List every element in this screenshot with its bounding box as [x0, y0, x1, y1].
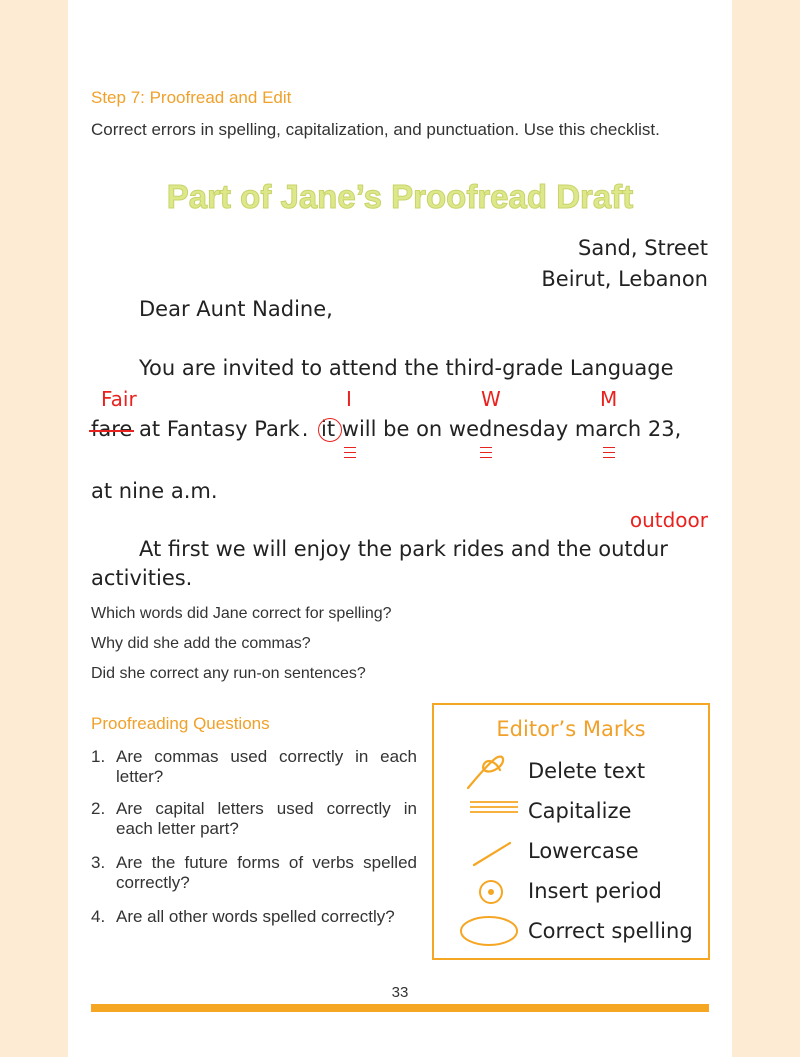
proofreading-item: 4. Are all other words spelled correctly?	[91, 907, 395, 926]
mark-label-capitalize: Capitalize	[528, 799, 632, 823]
paragraph-1-line-3: at nine a.m.	[91, 479, 218, 503]
capitalize-mark-i	[344, 447, 356, 458]
inserted-period: .	[301, 417, 309, 441]
paragraph-2-line-2: activities.	[91, 566, 193, 590]
proofreading-item: 3. Are the future forms of verbs spelled correctly?	[91, 853, 417, 892]
correct-spelling-icon	[458, 913, 520, 949]
lowercase-mark-icon	[470, 839, 514, 869]
insert-period-icon	[476, 877, 506, 907]
question-2: Why did she add the commas?	[91, 635, 311, 652]
mark-label-delete-text: Delete text	[528, 759, 646, 783]
draft-title: Part of Jane’s Proofread Draft	[166, 178, 634, 215]
capitalize-mark-m	[603, 447, 615, 458]
mark-label-correct-spelling: Correct spelling	[528, 919, 693, 943]
page-number: 33	[391, 984, 409, 1001]
question-1: Which words did Jane correct for spelling?	[91, 605, 392, 622]
mark-label-insert-period: Insert period	[528, 879, 662, 903]
correction-capital-w: W	[481, 387, 501, 411]
paragraph-2-line-1: At first we will enjoy the park rides and the outdur	[139, 537, 668, 561]
editors-marks-title: Editor’s Marks	[496, 717, 646, 741]
greeting: Dear Aunt Nadine,	[139, 297, 333, 321]
correction-fair: Fair	[101, 387, 137, 411]
proofreading-item: 1. Are commas used correctly in each letter?	[91, 747, 417, 786]
struck-word-fare: fare	[91, 417, 133, 441]
paragraph-1-line-2: fare at Fantasy Park. it will be on wednesday march 23,	[91, 417, 682, 441]
right-margin	[732, 0, 800, 1057]
proofreading-item: 2. Are capital letters used correctly in each letter part?	[91, 799, 417, 838]
step-intro: Correct errors in spelling, capitalization, and punctuation. Use this checklist.	[91, 120, 660, 139]
proofreading-heading: Proofreading Questions	[91, 714, 270, 733]
address-line-1: Sand, Street	[578, 236, 708, 260]
step-heading: Step 7: Proofread and Edit	[91, 88, 292, 107]
correction-capital-i: I	[346, 387, 352, 411]
capitalize-mark-w	[480, 447, 492, 458]
question-3: Did she correct any run-on sentences?	[91, 665, 366, 682]
footer-bar	[91, 1004, 709, 1012]
mark-label-lowercase: Lowercase	[528, 839, 639, 863]
correction-capital-m: M	[600, 387, 618, 411]
correction-outdoor: outdoor	[629, 508, 708, 532]
insert-period-mark	[318, 418, 342, 442]
delete-mark-icon	[462, 752, 508, 792]
capitalize-mark-icon	[470, 799, 518, 815]
paragraph-1-line-1: You are invited to attend the third-grade Language	[139, 356, 674, 380]
editors-marks-box	[432, 703, 710, 960]
address-line-2: Beirut, Lebanon	[541, 267, 708, 291]
left-margin	[0, 0, 68, 1057]
